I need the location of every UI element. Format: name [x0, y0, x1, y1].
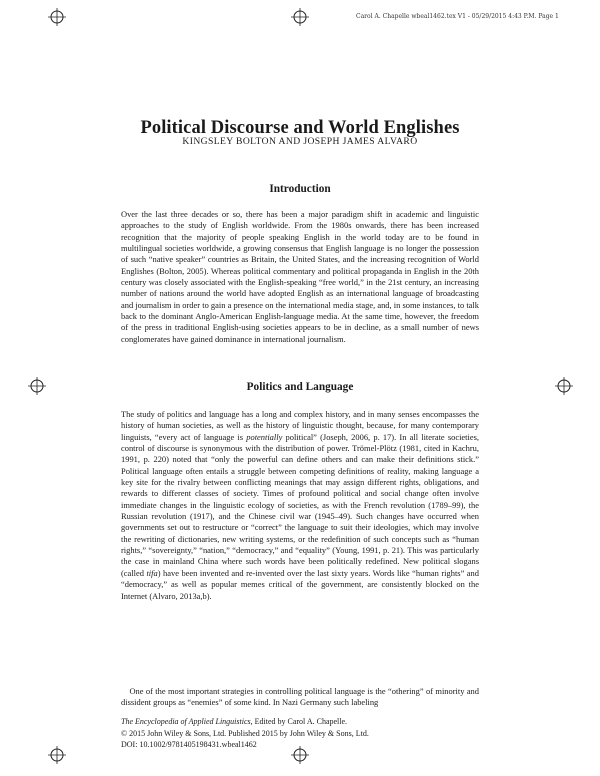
footer-editor: , Edited by Carol A. Chapelle. — [250, 717, 348, 726]
text-run: ) have been invented and re-invented over the last sixty years. Words like “human rights” and “democracy,” as well as popular memes critical of the government, are consistently blocked on the Internet (Alvaro, 2013a,b). — [121, 567, 479, 601]
registration-mark-icon — [48, 746, 66, 764]
article-title: Political Discourse and World Englishes — [140, 118, 460, 139]
introduction-paragraph: Over the last three decades or so, there has been a major paradigm shift in academic and linguistic approaches to the study of English worldwide. From the 1980s onwards, there has been increased recognition that the majority of people speaking English in the world today are to be found in multilingual societies worldwide, a growing consensus that English language is no longer the possession of such “native speaker” countries as Britain, the United States, and the increasing recognition of World Englishes (Bolton, 2005). Whereas political commentary and political propaganda in English in the 20th century was closely associated with the English-speaking “free world,” in the 21st century, an increasing number of nations around the world have adopted English as an international language of broadcasting and journalism in order to gain a presence on the international media stage, and, in some instances, to talk back to the dominant Anglo-American English-language media. At the same time, however, the freedom of the press in traditional English-using societies appears to be in decline, as a small number of news conglomerates have gained dominance in international journalism. — [121, 209, 479, 344]
registration-mark-icon — [48, 8, 66, 26]
emphasis: potentially — [246, 431, 283, 442]
registration-mark-icon — [291, 8, 309, 26]
section-heading-politics: Politics and Language — [246, 381, 354, 393]
text-run: political” (Joseph, 2006, p. 17). In all literate societies, control of discourse is synonymous with the distribution of power. Trömel-Plötz (1981, cited in Kachru, 1991, p. 220) noted that “only the powerful can define others and can make their definitions stick.” Political language often entails a struggle between competing definitions of reality, making language a key site for the rivalry between conflicting meanings that may assign different rights, obligations, and rewards to different classes of society. Times of profound political and social change often involve immediate changes in the linguistic ecology of societies, as with the French revolution (1789–99), the Russian revolution (1917), and the Chinese civil war (1945–49). Such changes have occurred when governments set out to restructure or “correct” the language to suit their ideologies, which may involve the rewriting of dictionaries, new writing systems, or the redefinition of such concepts such as “human rights,” “sovereignty,” “nation,” “democracy,” and “equality” (Young, 1991, p. 21). This was particularly the case in mainland China where such words have been politically redefined. New political slogans (called — [121, 431, 479, 578]
header-meta: Carol A. Chapelle wbeal1462.tex V1 - 05/29/2015 4:43 P.M. Page 1 — [356, 13, 559, 20]
emphasis: tifa — [146, 567, 158, 578]
footer-doi: DOI: 10.1002/9781405198431.wbeal1462 — [121, 740, 257, 749]
encyclopedia-title: The Encyclopedia of Applied Linguistics — [121, 717, 251, 726]
text-run: The study of politics and language has a long and complex history, and in many senses encompasses the history of human societies, as well as the history of linguistic thought, because, for many contemporary linguists, “every act of language is — [121, 409, 479, 442]
footer-citation — [121, 716, 481, 728]
politics-paragraph-1 — [121, 409, 479, 602]
politics-paragraph-2 — [121, 686, 479, 709]
footer — [121, 716, 481, 751]
article-authors: KINGSLEY BOLTON AND JOSEPH JAMES ALVARO — [182, 136, 418, 147]
footer-copyright: © 2015 John Wiley & Sons, Ltd. Published 2015 by John Wiley & Sons, Ltd. — [121, 728, 369, 738]
section-heading-introduction: Introduction — [269, 183, 331, 195]
text-run: One of the most important strategies in controlling political language is the “othering” of minority and dissident groups as “enemies” of some kind. In Nazi Germany such labeling — [121, 686, 479, 708]
